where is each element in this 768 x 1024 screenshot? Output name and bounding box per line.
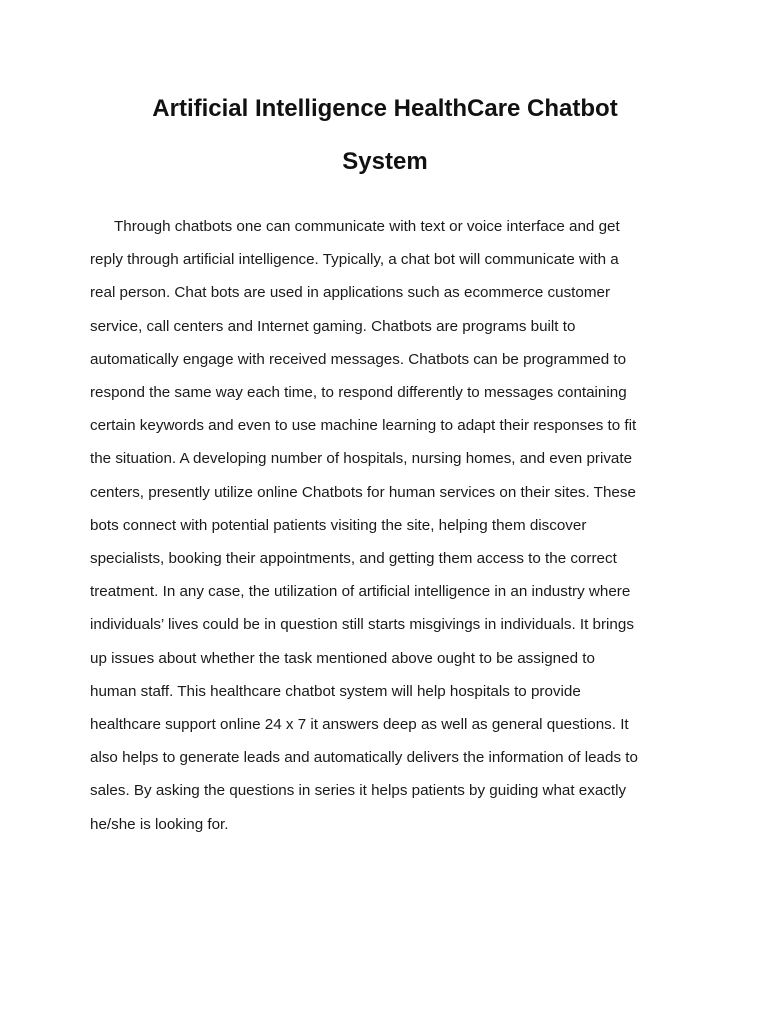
body-line: individuals’ lives could be in question still starts misgivings in individuals. It brings	[90, 616, 634, 634]
body-line: specialists, booking their appointments, and getting them access to the correct	[90, 550, 617, 568]
body-line: centers, presently utilize online Chatbots for human services on their sites. These	[90, 483, 636, 501]
document-title-line-2: System	[342, 148, 428, 175]
body-line: real person. Chat bots are used in applications such as ecommerce customer	[90, 284, 611, 302]
body-line: reply through artificial intelligence. Typically, a chat bot will communicate with a	[90, 251, 619, 269]
body-line: automatically engage with received messages. Chatbots can be programmed to	[90, 350, 627, 368]
body-line: Through chatbots one can communicate with text or voice interface and get	[114, 218, 620, 235]
body-line: up issues about whether the task mentioned above ought to be assigned to	[90, 649, 595, 667]
body-line: treatment. In any case, the utilization of artificial intelligence in an industry where	[90, 583, 631, 601]
body-line: healthcare support online 24 x 7 it answers deep as well as general questions. It	[90, 716, 629, 734]
body-paragraph	[90, 210, 680, 841]
body-line: he/she is looking for.	[90, 815, 229, 833]
body-line: certain keywords and even to use machine learning to adapt their responses to fit	[90, 417, 637, 435]
body-line: also helps to generate leads and automatically delivers the information of leads to	[90, 749, 638, 767]
body-line: bots connect with potential patients visiting the site, helping them discover	[90, 516, 587, 534]
body-line: respond the same way each time, to respond differently to messages containing	[90, 384, 627, 402]
body-line: sales. By asking the questions in series it helps patients by guiding what exactly	[90, 782, 627, 800]
document-title-line-1: Artificial Intelligence HealthCare Chatbot	[152, 95, 618, 122]
body-line: service, call centers and Internet gaming. Chatbots are programs built to	[90, 317, 576, 335]
body-line: human staff. This healthcare chatbot system will help hospitals to provide	[90, 682, 581, 700]
body-line: the situation. A developing number of hospitals, nursing homes, and even private	[90, 450, 633, 468]
